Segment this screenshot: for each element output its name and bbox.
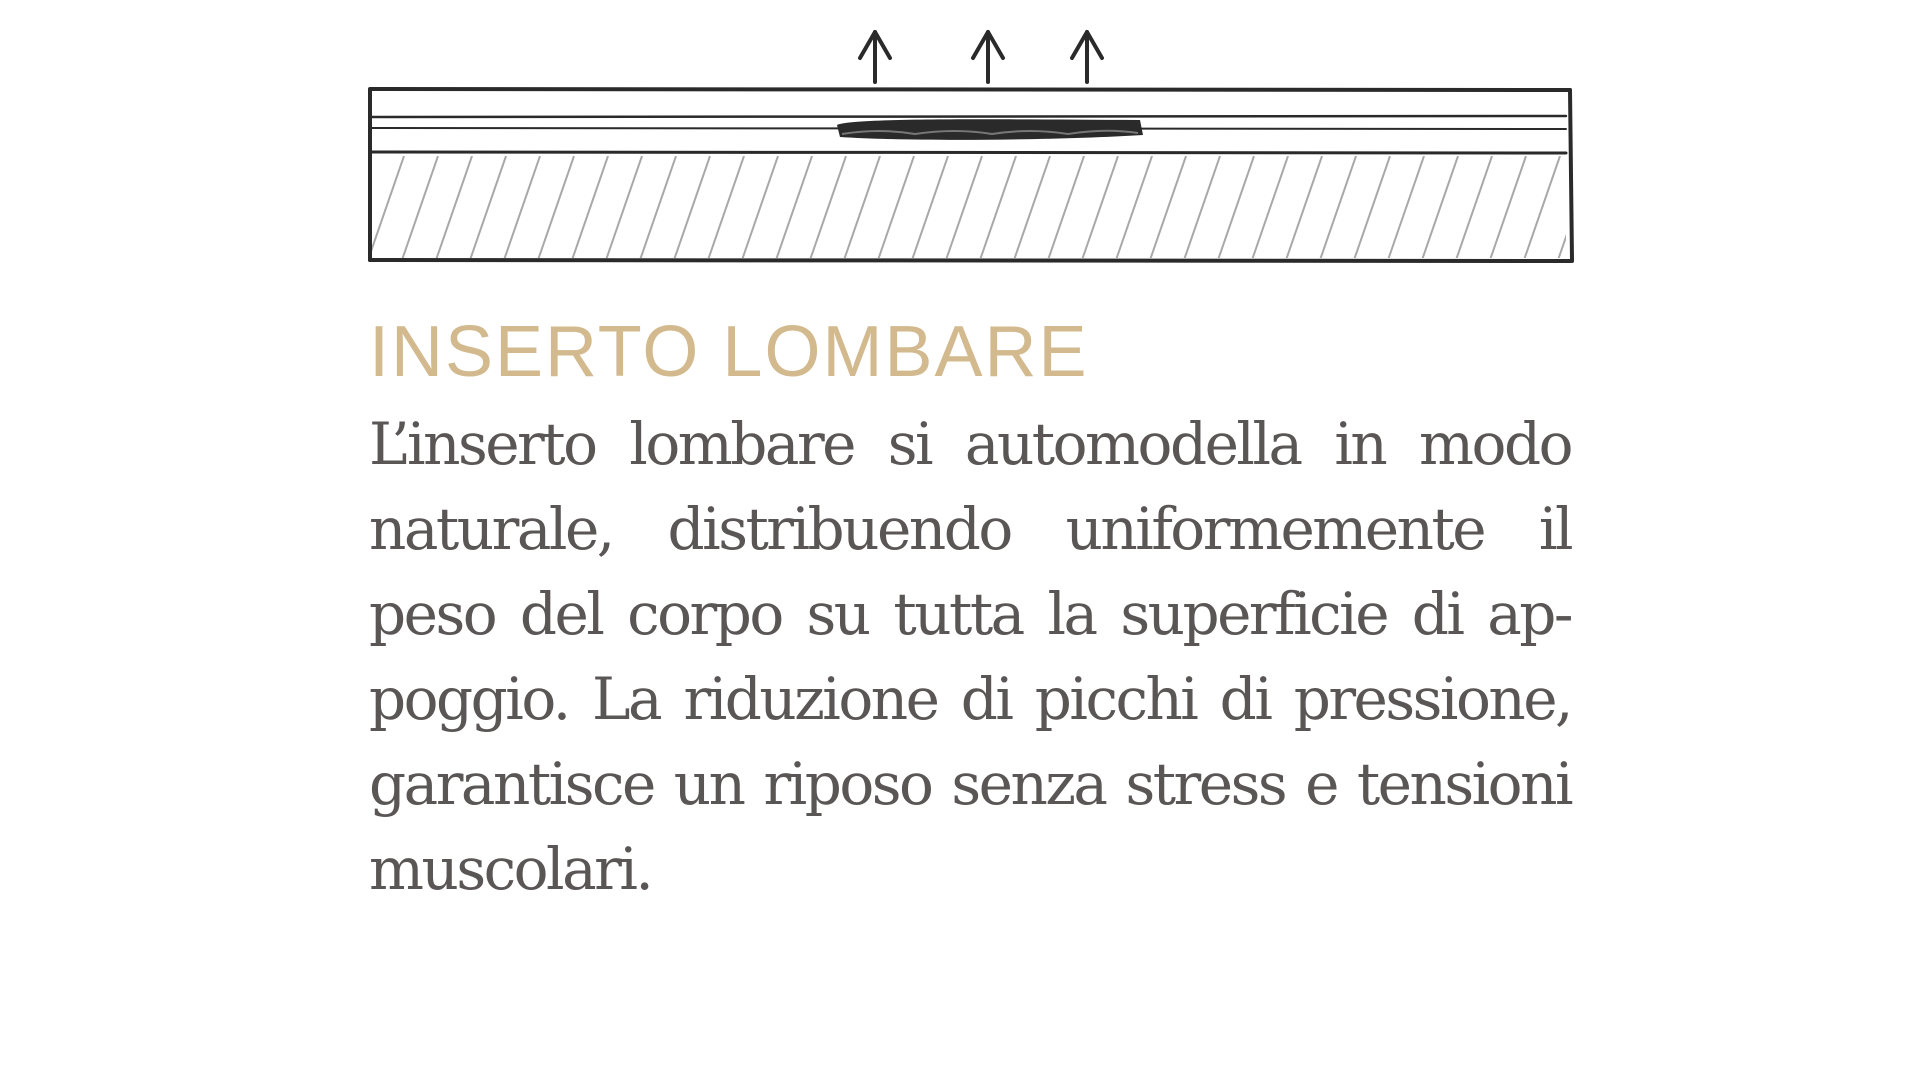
hatch-line (844, 156, 880, 260)
hatch-line (912, 156, 948, 260)
hatch-line (1116, 156, 1152, 260)
mattress-cross-section-illustration (360, 20, 1580, 280)
hatch-line (470, 156, 506, 260)
hatch-line (1286, 156, 1322, 260)
hatch-line (1218, 156, 1254, 260)
hatch-line (1184, 156, 1220, 260)
hatch-line (1048, 156, 1084, 260)
hatch-line (1082, 156, 1118, 260)
lumbar-insert-shape (837, 119, 1143, 140)
hatch-line (402, 156, 438, 260)
foam-base-hatching (360, 156, 1580, 260)
hatch-line (708, 156, 744, 260)
mattress-outline (370, 88, 1572, 261)
up-arrow-icon (1072, 32, 1102, 82)
hatch-line (674, 156, 710, 260)
hatch-line (1524, 156, 1560, 260)
hatch-line (776, 156, 812, 260)
hatch-line (436, 156, 472, 260)
hatch-line (810, 156, 846, 260)
hatch-line (1354, 156, 1390, 260)
hatch-line (1490, 156, 1526, 260)
hatch-line (946, 156, 982, 260)
hatch-line (1320, 156, 1356, 260)
pressure-arrows (860, 32, 1102, 82)
hatch-line (742, 156, 778, 260)
section-title: INSERTO LOMBARE (369, 312, 1089, 392)
hatch-line (1014, 156, 1050, 260)
hatch-line (1388, 156, 1424, 260)
hatch-line (1150, 156, 1186, 260)
hatch-line (1456, 156, 1492, 260)
hatch-line (368, 156, 404, 260)
hatch-line (878, 156, 914, 260)
hatch-line (1422, 156, 1458, 260)
up-arrow-icon (973, 32, 1003, 82)
section-description: L’inserto lombare si automodella in modo naturale, distribuendo uniformemente il peso del corpo su tutta la superficie di ap- poggio. La riduzione di picchi di pressione, garantisce un riposo senza stress e tensioni muscolari. (369, 410, 1571, 903)
hatch-line (504, 156, 540, 260)
hatch-line (980, 156, 1016, 260)
hatch-line (1252, 156, 1288, 260)
hatch-line (640, 156, 676, 260)
up-arrow-icon (860, 32, 890, 82)
hatch-line (538, 156, 574, 260)
hatch-line (606, 156, 642, 260)
hatch-line (572, 156, 608, 260)
mattress-sketch-icon (360, 20, 1580, 280)
